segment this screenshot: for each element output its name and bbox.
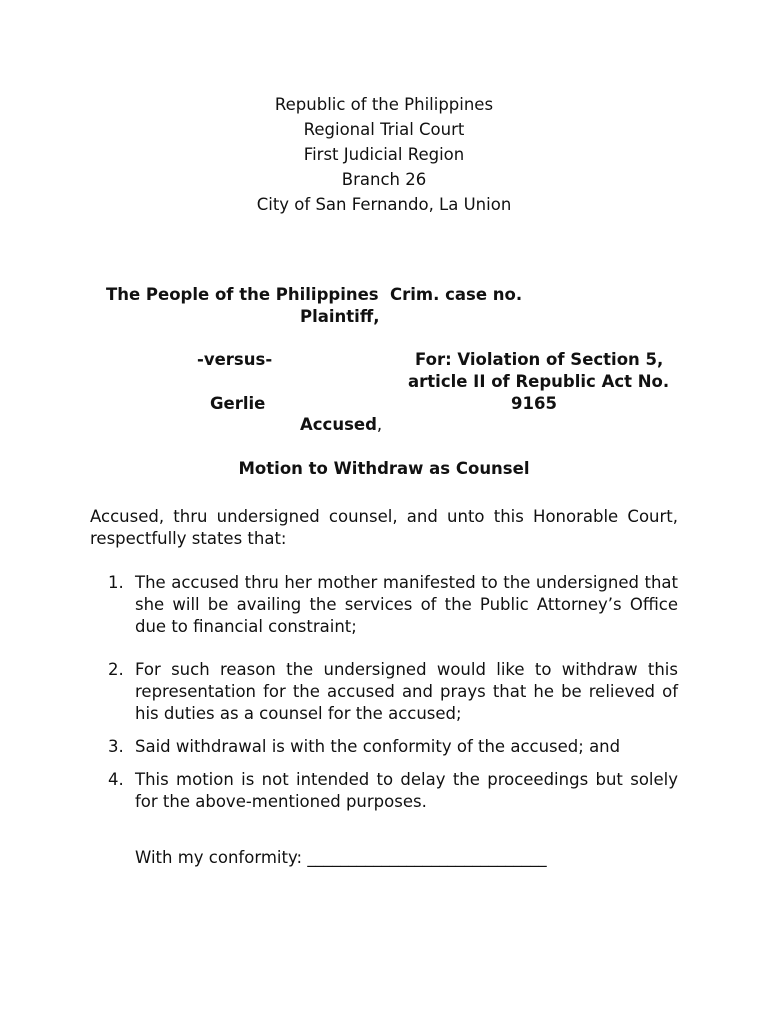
list-item-text: The accused thru her mother manifested to the undersigned that she will be availing the services of the Public Attorney’s Office due to financial constraint; [135,573,678,636]
header-city: City of San Fernando, La Union [256,195,512,214]
list-item-number: 1. [108,573,124,592]
case-number-label: Crim. case no. [390,285,523,304]
court-header [0,92,768,217]
motion-title: Motion to Withdraw as Counsel [238,459,530,478]
header-republic: Republic of the Philippines [274,95,494,114]
list-item-number: 4. [108,770,124,789]
header-region: First Judicial Region [303,145,465,164]
plaintiff-role: Plaintiff, [300,307,380,326]
conformity-label: With my conformity: [135,848,303,867]
list-item-text: For such reason the undersigned would like to withdraw this representation for the accused and prays that he be relieved of his duties as a counsel for the accused; [135,660,678,723]
plaintiff-name: The People of the Philippines [106,285,379,304]
conformity-block [135,845,547,870]
conformity-signature-line: _____________________________ [307,848,547,867]
intro-paragraph: Accused, thru undersigned counsel, and unto this Honorable Court, respectfully states that: [90,507,678,548]
header-court: Regional Trial Court [303,120,465,139]
accused-name: Gerlie [210,394,266,413]
list-item-number: 2. [108,660,124,679]
charge-line-3: 9165 [511,394,557,413]
accused-comma: , [376,415,383,434]
charge-line-1: For: Violation of Section 5, [415,350,664,369]
list-item-number: 3. [108,737,124,756]
versus-label: -versus- [197,350,273,369]
charge-line-2: article II of Republic Act No. [408,372,670,391]
list-item-text: Said withdrawal is with the conformity of the accused; and [135,737,621,756]
accused-role: Accused [300,415,377,434]
header-branch: Branch 26 [341,170,427,189]
accused-role-wrap [300,412,382,437]
list-item-text: This motion is not intended to delay the proceedings but solely for the above-mentioned purposes. [135,770,678,811]
